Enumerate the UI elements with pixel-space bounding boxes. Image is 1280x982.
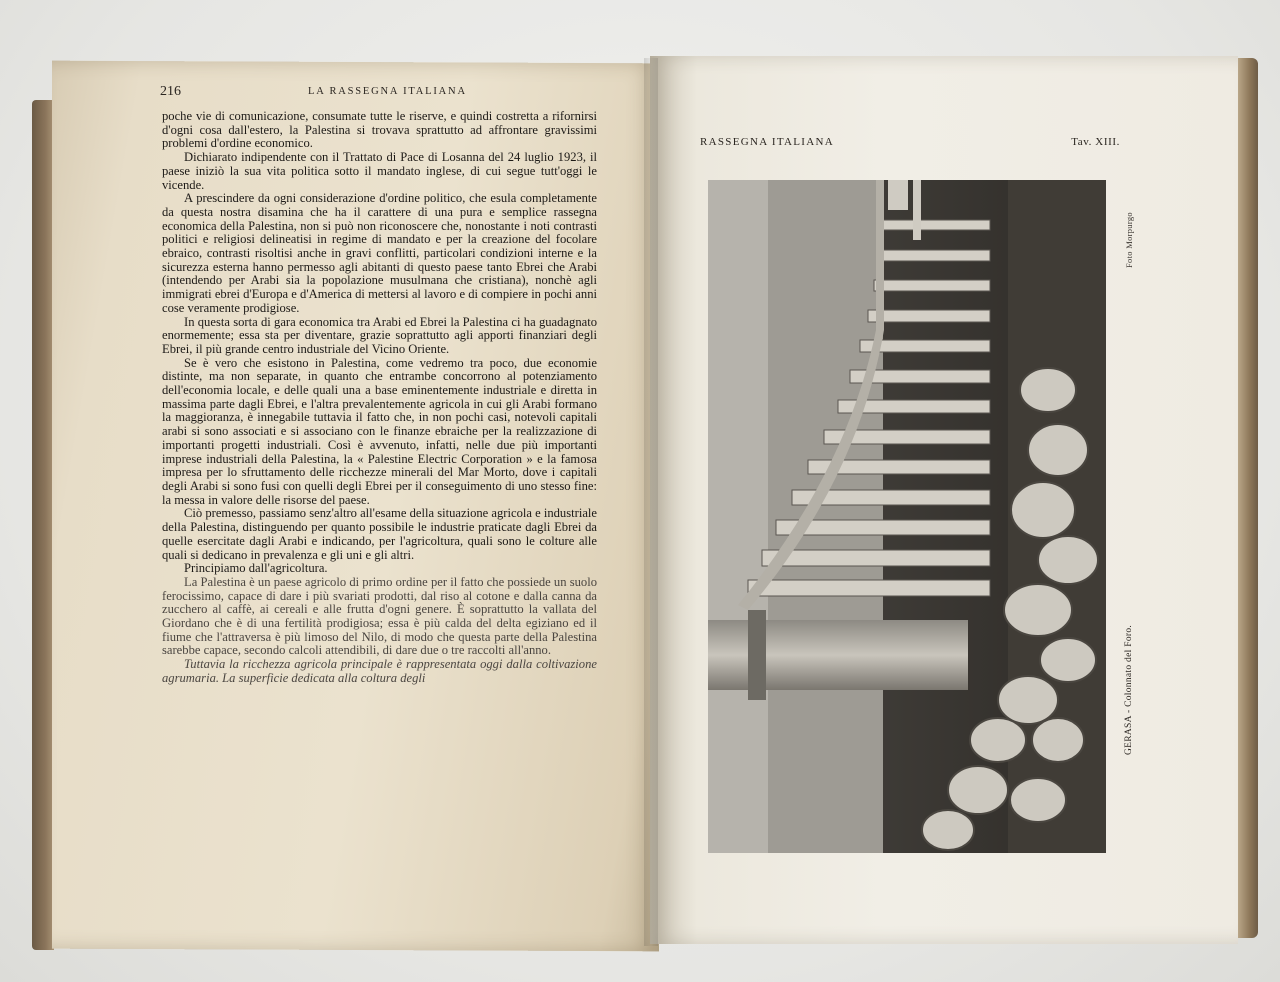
left-page-header — [160, 84, 600, 104]
paragraph: Ciò premesso, passiamo senz'altro all'esame della situazione agricola e industriale della Palestina, distinguendo per quanto possibile le industrie praticate dagli Ebrei da quelle esercitate dagli Arabi e indicando, per l'agricoltura, quali sono le colture alle quali si dedicano in prevalenza e gli uni e gli altri. — [162, 506, 597, 562]
paragraph: Dichiarato indipendente con il Trattato di Pace di Losanna del 24 luglio 1923, il paese iniziò la sua vita politica sotto il mandato inglese, di cui segue tutt'oggi le vicende. — [162, 150, 597, 192]
article-body — [162, 110, 597, 830]
plate-number: Tav. XIII. — [1071, 136, 1120, 148]
journal-title: RASSEGNA ITALIANA — [700, 136, 834, 148]
colonnade-photo — [708, 180, 1106, 853]
paragraph: La Palestina è un paese agricolo di primo ordine per il fatto che possiede un suolo ferocissimo, capace di dare i più svariati prodotti, dal riso al cotone e dalla canna da zucchero al caffè, ai cereali e alle frutta d'ogni genere. È soprattutto la vallata del Giordano che è di una fertilità prodigiosa; essa è più calda del delta egiziano ed il fiume che l'attraversa è più limoso del Nilo, di modo che questa parte della Palestina sarebbe capace, secondo calcoli attendibili, di dare due o tre raccolti all'anno. — [162, 574, 597, 658]
page-number: 216 — [160, 84, 181, 99]
section-heading: Principiamo dall'agricoltura. — [184, 561, 328, 576]
book-cover-right-edge — [1238, 58, 1258, 938]
photo-credit: Foto Morpurgo — [1124, 212, 1134, 268]
right-page-header — [700, 136, 1120, 154]
paragraph: Se è vero che esistono in Palestina, come vedremo tra poco, due economie distinte, ma non separate, in quanto che entrambe concorrono al potenziamento dell'economia locale, e delle quali una a base eminentemente industriale e diretta in massima parte dagli Ebrei, e l'altra prevalentemente agricola in cui gli Arabi formano la maggioranza, è innegabile tuttavia il fatto che, in non pochi casi, notevoli capitali arabi si sono associati e si associano con le finanze ebraiche per la realizzazione di importanti progetti industriali. Così è avvenuto, infatti, nelle due più importanti imprese industriali della Palestina, la « Palestine Electric Corporation » e la famosa impresa per lo sfruttamento delle ricchezze minerali del Mar Morto, dove i capitali degli Arabi si sono fusi con quelli degli Ebrei per il conseguimento di uno stesso fine: la messa in valore delle risorse del paese. — [162, 355, 597, 507]
book-gutter — [644, 58, 658, 946]
book-cover-left-edge — [32, 100, 54, 950]
plate-caption: GERASA - Colonnato del Foro. — [1124, 624, 1134, 755]
paragraph: A prescindere da ogni considerazione d'ordine politico, che esula completamente da questa nostra disamina che ha il carattere di una pura e semplice rassegna economica della Palestina, non si può non riconoscere che, nonostante i noti contrasti politici e religiosi delineatisi in regime di mandato e per la creazione del focolare ebraico, contrasti risoltisi anche in gravi conflitti, particolari condizioni interne e la sicurezza esterna hanno permesso agli abitanti di questo paese tanto Ebrei che Arabi (intendendo per Arabi sia la popolazione musulmana che cristiana), nonchè agli immigrati ebrei d'Europa e d'America di mettersi al lavoro e di compiere in pochi anni cose veramente prodigiose. — [162, 191, 597, 315]
paragraph: In questa sorta di gara economica tra Arabi ed Ebrei la Palestina ci ha guadagnato enormemente; essa sta per diventare, grazie soprattutto agli apporti finanziari degli Ebrei, il più grande centro industriale del Vicino Oriente. — [162, 314, 597, 356]
running-head: LA RASSEGNA ITALIANA — [308, 86, 467, 97]
plate-photograph — [708, 180, 1106, 853]
paragraph: Tuttavia la ricchezza agricola principale è rappresentata oggi dalla coltivazione agrumaria. La superficie dedicata alla coltura degli — [162, 657, 597, 685]
paragraph: poche vie di comunicazione, consumate tutte le riserve, e quindi costretta a rifornirsi d'ogni cosa dall'estero, la Palestina si trovava sprattutto ad affrontare gravissimi problemi d'ordine economico. — [162, 110, 597, 151]
